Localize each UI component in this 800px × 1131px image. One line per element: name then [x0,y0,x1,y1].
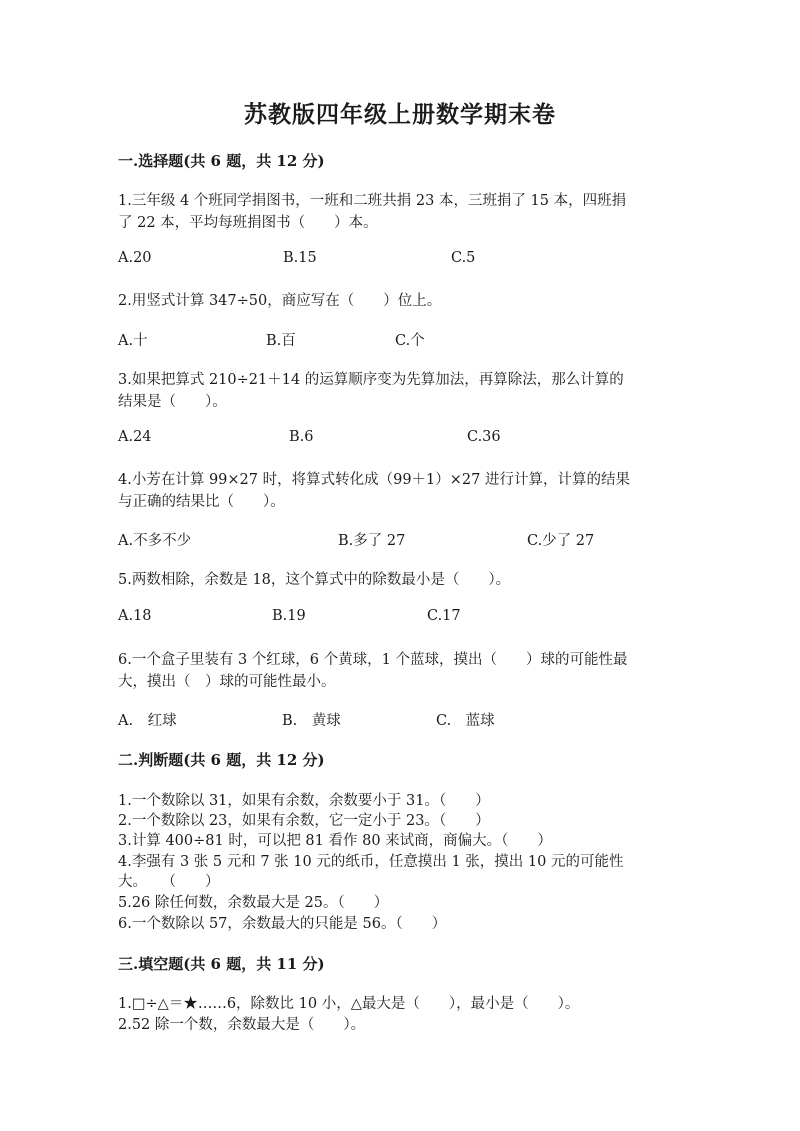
question-6-line-1: 6.一个盒子里装有 3 个红球，6 个黄球，1 个蓝球，摸出（ ）球的可能性最 [118,652,628,668]
question-6-line-2: 大，摸出（ ）球的可能性最小。 [118,674,336,690]
question-1-line-1: 1.三年级 4 个班同学捐图书，一班和二班共捐 23 本，三班捐了 15 本，四班捐 [118,193,627,209]
judgement-item-4-line-1: 4.李强有 3 张 5 元和 7 张 10 元的纸币，任意摸出 1 张，摸出 10 元的可能性 [118,854,624,870]
question-3-option-b: B.6 [289,429,314,445]
judgement-item-6: 6.一个数除以 57，余数最大的只能是 56。（ ） [118,916,447,932]
page-title: 苏教版四年级上册数学期末卷 [244,101,556,128]
section-heading-fill-blank: 三.填空题(共 6 题，共 11 分) [118,955,325,973]
question-1-option-c: C.5 [451,250,476,266]
question-6-option-a: A. 红球 [118,713,177,729]
question-1-option-b: B.15 [283,250,317,266]
question-2-option-c: C.个 [395,333,425,349]
question-3-option-a: A.24 [118,429,152,445]
question-4-option-c: C.少了 27 [527,533,595,549]
judgement-item-1: 1.一个数除以 31，如果有余数，余数要小于 31。（ ） [118,793,490,809]
question-5-option-b: B.19 [272,608,306,624]
judgement-item-4-line-2: 大。 （ ） [118,874,220,890]
question-4-line-1: 4.小芳在计算 99×27 时，将算式转化成（99＋1）×27 进行计算，计算的结果 [118,472,630,488]
section-heading-choice: 一.选择题(共 6 题，共 12 分) [118,152,325,170]
question-3-option-c: C.36 [467,429,501,445]
question-2-option-a: A.十 [118,333,148,349]
fill-blank-item-2: 2.52 除一个数，余数最大是（ ）。 [118,1017,366,1033]
section-heading-judgement: 二.判断题(共 6 题，共 12 分) [118,751,325,769]
judgement-item-3: 3.计算 400÷81 时，可以把 81 看作 80 来试商，商偏大。（ ） [118,833,552,849]
question-2-line-1: 2.用竖式计算 347÷50，商应写在（ ）位上。 [118,293,442,309]
question-1-line-2: 了 22 本，平均每班捐图书（ ）本。 [118,215,378,231]
judgement-item-2: 2.一个数除以 23，如果有余数，它一定小于 23。（ ） [118,813,490,829]
question-5-option-c: C.17 [427,608,461,624]
question-1-option-a: A.20 [118,250,152,266]
question-6-option-c: C. 蓝球 [436,713,495,729]
question-6-option-b: B. 黄球 [282,713,341,729]
question-2-option-b: B.百 [266,333,296,349]
question-5-line-1: 5.两数相除，余数是 18，这个算式中的除数最小是（ ）。 [118,572,511,588]
question-4-line-2: 与正确的结果比（ ）。 [118,494,285,510]
fill-blank-item-1: 1.□÷△＝★……6，除数比 10 小，△最大是（ ），最小是（ ）。 [118,996,580,1012]
question-3-line-1: 3.如果把算式 210÷21＋14 的运算顺序变为先算加法，再算除法，那么计算的 [118,372,624,388]
question-5-option-a: A.18 [118,608,152,624]
question-3-line-2: 结果是（ ）。 [118,394,227,410]
question-4-option-b: B.多了 27 [338,533,406,549]
question-4-option-a: A.不多不少 [118,533,192,549]
judgement-item-5: 5.26 除任何数，余数最大是 25。（ ） [118,895,389,911]
